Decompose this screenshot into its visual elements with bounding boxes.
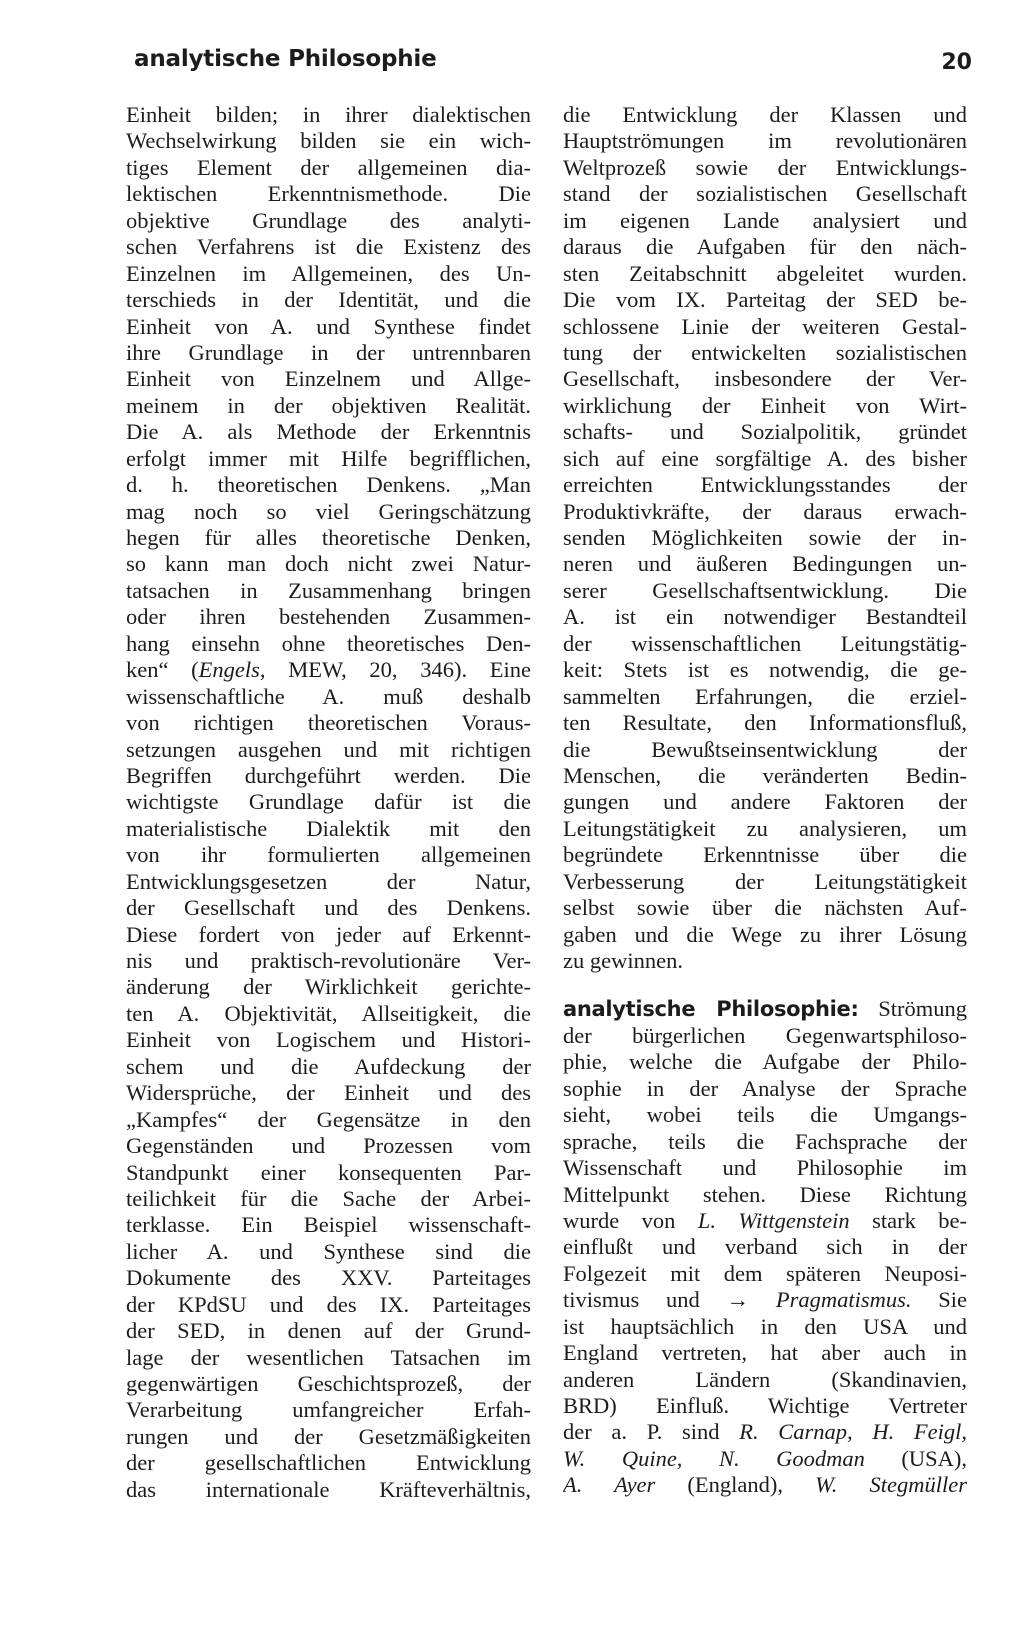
text-line: nis und praktisch-revolutionäre Ver- bbox=[126, 948, 531, 973]
text-line: phie, welche die Aufgabe der Philo- bbox=[563, 1049, 967, 1075]
person-name: A. Ayer bbox=[563, 1472, 656, 1498]
text-line: im eigenen Lande analysiert und bbox=[563, 207, 967, 233]
entry-analytische-philosophie bbox=[563, 996, 967, 1498]
person-name: Engels bbox=[198, 657, 260, 683]
text-line: der wissenschaftlichen Leitungstätig- bbox=[563, 630, 967, 656]
person-name: W. Quine, bbox=[563, 1445, 683, 1471]
text-line: Produktivkräfte, der daraus erwach- bbox=[563, 498, 967, 524]
right-column bbox=[563, 102, 967, 1499]
text-line: schlossene Linie der weiteren Gestal- bbox=[563, 313, 967, 339]
text-line: einflußt und verband sich in der bbox=[563, 1234, 967, 1260]
text-line: Einheit von Einzelnem und Allge- bbox=[126, 366, 531, 392]
text-line: Verarbeitung umfangreicher Erfah- bbox=[126, 1397, 531, 1423]
text-line: A. Ayer (England), W. Stegmüller bbox=[563, 1472, 967, 1498]
entry-gap bbox=[563, 974, 967, 996]
text-line: ken“ (Engels, MEW, 20, 346). Eine bbox=[126, 657, 531, 683]
text-line: erfolgt immer mit Hilfe begrifflichen, bbox=[126, 445, 531, 471]
text-line: meinem in der objektiven Realität. bbox=[126, 392, 531, 418]
text-line: Widersprüche, der Einheit und des bbox=[126, 1080, 531, 1106]
text-line: wirklichung der Einheit von Wirt- bbox=[563, 392, 967, 418]
text-line: Die vom IX. Parteitag der SED be- bbox=[563, 287, 967, 313]
text-line: keit: Stets ist es notwendig, die ge- bbox=[563, 657, 967, 683]
text-line: setzungen ausgehen und mit richtigen bbox=[126, 736, 531, 762]
text-line: selbst sowie über die nächsten Auf- bbox=[563, 895, 967, 921]
text-line: sprache, teils die Fachsprache der bbox=[563, 1128, 967, 1154]
text-line: Gesellschaft, insbesondere der Ver- bbox=[563, 366, 967, 392]
text-line: hegen für alles theoretische Denken, bbox=[126, 525, 531, 550]
text-line: Die A. als Methode der Erkenntnis bbox=[126, 419, 531, 445]
right-column-continuation bbox=[563, 102, 967, 974]
text-line: Standpunkt einer konsequenten Par- bbox=[126, 1159, 531, 1185]
text-line: wurde von L. Wittgenstein stark be- bbox=[563, 1207, 967, 1233]
text-line: W. Quine, N. Goodman (USA), bbox=[563, 1445, 967, 1471]
text-line: Einheit von A. und Synthese findet bbox=[126, 313, 531, 339]
text-line: Einheit bilden; in ihrer dialektischen bbox=[126, 102, 531, 127]
text-line: Verbesserung der Leitungstätigkeit bbox=[563, 868, 967, 894]
text-line: terschieds in der Identität, und die bbox=[126, 287, 531, 313]
text-line: Einheit von Logischem und Histori- bbox=[126, 1027, 531, 1053]
text-line: gegenwärtigen Geschichtsprozeß, der bbox=[126, 1371, 531, 1396]
text-line: der a. P. sind R. Carnap, H. Feigl, bbox=[563, 1419, 967, 1445]
text-line: daraus die Aufgaben für den näch- bbox=[563, 234, 967, 260]
text-line: ten Resultate, den Informationsfluß, bbox=[563, 710, 967, 736]
text-line: A. ist ein notwendiger Bestandteil bbox=[563, 604, 967, 630]
text-line: die Bewußtseinsentwicklung der bbox=[563, 736, 967, 762]
person-name: L. Wittgenstein bbox=[697, 1207, 850, 1233]
text-line: ist hauptsächlich in den USA und bbox=[563, 1313, 967, 1339]
text-line: gaben und die Wege zu ihrer Lösung bbox=[563, 921, 967, 947]
text-line: anderen Ländern (Skandinavien, bbox=[563, 1366, 967, 1392]
text-line: England vertreten, hat aber auch in bbox=[563, 1340, 967, 1366]
text-line: rungen und der Gesetzmäßigkeiten bbox=[126, 1423, 531, 1449]
text-line: objektive Grundlage des analyti- bbox=[126, 207, 531, 233]
text-line: oder ihren bestehenden Zusammen- bbox=[126, 604, 531, 630]
text-line: die Entwicklung der Klassen und bbox=[563, 102, 967, 127]
text-line: Begriffen durchgeführt werden. Die bbox=[126, 762, 531, 788]
text-line: „Kampfes“ der Gegensätze in den bbox=[126, 1106, 531, 1132]
text-line: so kann man doch nicht zwei Natur- bbox=[126, 551, 531, 577]
text-line: der SED, in denen auf der Grund- bbox=[126, 1318, 531, 1344]
text-line: Diese fordert von jeder auf Erkennt- bbox=[126, 921, 531, 947]
text-line: tung der entwickelten sozialistischen bbox=[563, 339, 967, 365]
text-line: sten Zeitabschnitt abgeleitet wurden. bbox=[563, 260, 967, 286]
text-line: Hauptströmungen im revolutionären bbox=[563, 128, 967, 154]
text-line: wissenschaftliche A. muß deshalb bbox=[126, 683, 531, 709]
text-line: Weltprozeß sowie der Entwicklungs- bbox=[563, 154, 967, 180]
text-line: sieht, wobei teils die Umgangs- bbox=[563, 1102, 967, 1128]
text-line: tiges Element der allgemeinen dia- bbox=[126, 154, 531, 180]
text-line: Menschen, die veränderten Bedin- bbox=[563, 762, 967, 788]
text-line: sophie in der Analyse der Sprache bbox=[563, 1075, 967, 1101]
text-line: BRD) Einfluß. Wichtige Vertreter bbox=[563, 1393, 967, 1418]
text-line: tivismus und → Pragmatismus. Sie bbox=[563, 1287, 967, 1313]
text-line: der Gesellschaft und des Denkens. bbox=[126, 895, 531, 921]
left-column bbox=[126, 102, 531, 1503]
person-name: N. Goodman bbox=[718, 1445, 865, 1471]
text-line: lage der wesentlichen Tatsachen im bbox=[126, 1344, 531, 1370]
person-name: H. Feigl, bbox=[872, 1419, 967, 1445]
text-line: wichtigste Grundlage dafür ist die bbox=[126, 789, 531, 815]
text-line: teilichkeit für die Sache der Arbei- bbox=[126, 1185, 531, 1211]
text-line: d. h. theoretischen Denkens. „Man bbox=[126, 472, 531, 498]
text-line: neren und äußeren Bedingungen un- bbox=[563, 551, 967, 577]
text-line: schafts- und Sozialpolitik, gründet bbox=[563, 419, 967, 445]
text-line: zu gewinnen. bbox=[563, 948, 683, 973]
text-line: Leitungstätigkeit zu analysieren, um bbox=[563, 815, 967, 841]
text-line: stand der sozialistischen Gesellschaft bbox=[563, 181, 967, 207]
running-head: analytische Philosophie bbox=[134, 46, 437, 72]
text-line: schen Verfahrens ist die Existenz des bbox=[126, 234, 531, 260]
cross-reference-arrow-icon: → bbox=[726, 1287, 750, 1313]
text-line: Entwicklungsgesetzen der Natur, bbox=[126, 868, 531, 894]
text-line: lektischen Erkenntnismethode. Die bbox=[126, 181, 531, 207]
cross-reference-link[interactable]: Pragmatismus. bbox=[749, 1287, 912, 1313]
text-line: von richtigen theoretischen Voraus- bbox=[126, 710, 531, 736]
person-name: R. Carnap, bbox=[739, 1419, 853, 1445]
text-line: schem und die Aufdeckung der bbox=[126, 1053, 531, 1079]
text-line: tatsachen in Zusammenhang bringen bbox=[126, 577, 531, 603]
text-line: terklasse. Ein Beispiel wissenschaft- bbox=[126, 1212, 531, 1238]
person-name: W. Stegmüller bbox=[815, 1472, 967, 1498]
text-line: begründete Erkenntnisse über die bbox=[563, 842, 967, 868]
text-line: licher A. und Synthese sind die bbox=[126, 1238, 531, 1264]
text-line: hang einsehn ohne theoretisches Den- bbox=[126, 630, 531, 656]
text-line: Folgezeit mit dem späteren Neuposi- bbox=[563, 1260, 967, 1286]
text-line: senden Möglichkeiten sowie der in- bbox=[563, 525, 967, 550]
text-line: gungen und andere Faktoren der bbox=[563, 789, 967, 815]
text-line: materialistische Dialektik mit den bbox=[126, 815, 531, 841]
text-line: das internationale Kräfteverhältnis, bbox=[126, 1476, 531, 1502]
text-line: ihre Grundlage in der untrennbaren bbox=[126, 339, 531, 365]
entry-body-lines bbox=[563, 1023, 967, 1208]
page-number: 20 bbox=[941, 50, 972, 75]
text-line: Wissenschaft und Philosophie im bbox=[563, 1155, 967, 1181]
text-line: Wechselwirkung bilden sie ein wich- bbox=[126, 128, 531, 154]
text-line: serer Gesellschaftsentwicklung. Die bbox=[563, 577, 967, 603]
text-line: Einzelnen im Allgemeinen, des Un- bbox=[126, 260, 531, 286]
text-line: sammelten Erfahrungen, die erziel- bbox=[563, 683, 967, 709]
text-line: analytische Philosophie: Strömung bbox=[563, 996, 967, 1022]
text-line: der gesellschaftlichen Entwicklung bbox=[126, 1450, 531, 1476]
text-line: Mittelpunkt stehen. Diese Richtung bbox=[563, 1181, 967, 1207]
text-line: Gegenständen und Prozessen vom bbox=[126, 1133, 531, 1159]
text-line: Dokumente des XXV. Parteitages bbox=[126, 1265, 531, 1291]
entry-headword: analytische Philosophie: bbox=[563, 997, 859, 1022]
text-line: änderung der Wirklichkeit gerichte- bbox=[126, 974, 531, 1000]
text-line: der KPdSU und des IX. Parteitages bbox=[126, 1291, 531, 1317]
text-line: ten A. Objektivität, Allseitigkeit, die bbox=[126, 1000, 531, 1026]
text-line: sich auf eine sorgfältige A. des bisher bbox=[563, 445, 967, 471]
text-line: mag noch so viel Geringschätzung bbox=[126, 498, 531, 524]
text-line: erreichten Entwicklungsstandes der bbox=[563, 472, 967, 498]
text-line: der bürgerlichen Gegenwartsphiloso- bbox=[563, 1022, 967, 1048]
text-line: von ihr formulierten allgemeinen bbox=[126, 842, 531, 868]
